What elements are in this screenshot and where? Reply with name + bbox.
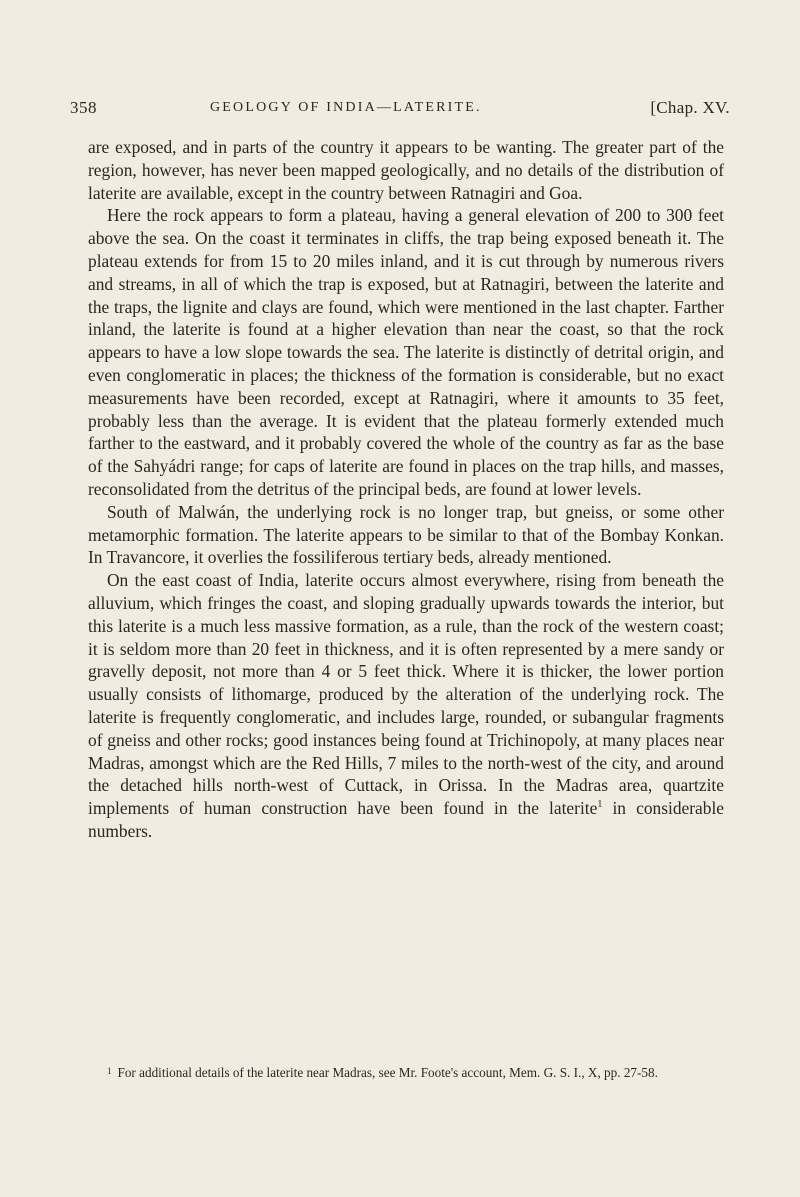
footnote-mark: 1 [107,1066,112,1076]
page-number: 358 [70,98,97,117]
footnote-text: For additional details of the laterite near Madras, see Mr. Foote's account, Mem. G. S. I., X, pp. 27-58. [117,1065,658,1080]
footnote [88,1063,724,1081]
footnote-reference: 1 [597,799,603,811]
running-header [70,98,730,122]
body-text [88,136,724,843]
chapter-label: [Chap. XV. [650,98,730,117]
running-title: GEOLOGY OF INDIA—LATERITE. [210,100,482,115]
paragraph-east-coast-text: On the east coast of India, laterite occurs almost everywhere, rising from beneath the alluvium, which fringes the coast, and sloping gradually upwards towards the interior, but this laterite is a much less massive formation, as a rule, than the rock of the western coast; it is seldom more than 20 feet in thickness, and it is often represented by a mere sandy or gravelly deposit, not more than 4 or 5 feet thick. Where it is thicker, the lower portion usually consists of lithomarge, produced by the alteration of the underlying rock. The laterite is frequently conglomeratic, and includes large, rounded, or subangular fragments of gneiss and other rocks; good instances being found at Trichinopoly, at many places near Madras, amongst which are the Red Hills, 7 miles to the north-west of the city, and around the detached hills north-west of Cuttack, in Orissa. In the Madras area, quartzite implements of human construction have been found in the laterite [88,570,724,819]
paragraph-continued: are exposed, and in parts of the country it appears to be wanting. The greater part of the region, however, has never been mapped geologically, and no details of the distribution of laterite are available, except in the country between Ratnagiri and Goa. [88,137,724,203]
paragraph-malwan: South of Malwán, the underlying rock is no longer trap, but gneiss, or some other metamorphic formation. The laterite appears to be similar to that of the Bombay Konkan. In Travancore, it overlies the fossiliferous tertiary beds, already mentioned. [88,501,724,568]
paragraph-east-coast-end: in considerable numbers. [88,798,724,841]
paragraph-plateau: Here the rock appears to form a plateau, having a general elevation of 200 to 300 feet above the sea. On the coast it terminates in cliffs, the trap being exposed beneath it. The plateau extends for from 15 to 20 miles inland, and it is cut through by numerous rivers and streams, in all of which the trap is exposed, but at Ratnagiri, between the laterite and the traps, the lignite and clays are found, which were mentioned in the last chapter. Farther inland, the laterite is found at a higher elevation than near the coast, so that the rock appears to have a low slope towards the sea. The laterite is distinctly of detrital origin, and even conglomeratic in places; the thickness of the formation is considerable, but no exact measurements have been recorded, except at Ratnagiri, where it amounts to 35 feet, probably less than the average. It is evident that the plateau formerly extended much farther to the eastward, and it probably covered the whole of the country as far as the base of the Sahyádri range; for caps of laterite are found in places on the trap hills, and masses, reconsolidated from the detritus of the principal beds, are found at lower levels. [88,205,724,499]
paragraph-east-coast [88,569,724,843]
